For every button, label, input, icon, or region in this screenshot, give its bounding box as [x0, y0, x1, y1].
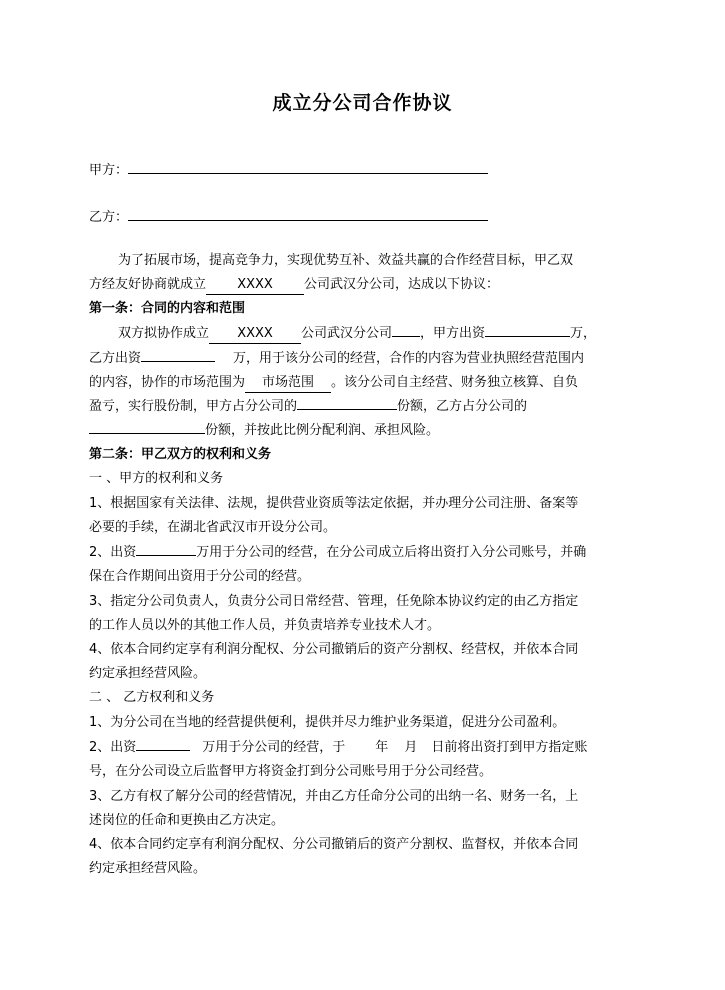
text: 。该分公司自主经营、财务独立核算、自负	[331, 375, 579, 390]
party-a-amount-blank[interactable]	[485, 336, 570, 337]
a1-line-1: 1、根据国家有关法律、法规，提供营业资质等法定依据，并办理分公司注册、备案等	[89, 496, 579, 511]
text: 份额，并按此比例分配利润、承担风险。	[205, 423, 440, 438]
article-2-heading: 第二条：甲乙双方的权利和义务	[89, 447, 272, 462]
text: 双方拟协作成立	[118, 326, 210, 341]
a2-line-2: 保在合作期间出资用于分公司的经营。	[89, 569, 311, 584]
party-b-blank[interactable]	[128, 204, 488, 221]
text: 公司武汉分公司	[301, 326, 393, 341]
party-a-blank[interactable]	[128, 157, 488, 174]
text: 日前将出资打到甲方指定账	[431, 740, 588, 755]
party-b-line	[89, 204, 488, 227]
b3-line-1: 3、乙方有权了解分公司的经营情况，并由乙方任命分公司的出纳一名、财务一名，上	[89, 789, 579, 804]
document-title: 成立分公司合作协议	[272, 92, 453, 114]
intro-line-2	[89, 276, 499, 295]
b4-line-1: 4、依本合同约定享有利润分配权、分公司撤销后的资产分割权、监督权，并依本合同	[89, 837, 579, 852]
art1-line-5	[89, 422, 439, 440]
text: 万，用于该分公司的经营，合作的内容为营业执照经营范围内	[233, 351, 585, 366]
section-party-a: 一 、甲方的权利和义务	[89, 471, 224, 486]
text: 2、出资	[89, 740, 137, 755]
party-a-label: 甲方：	[89, 163, 129, 178]
a1-line-2: 必要的手续，在湖北省武汉市开设分公司。	[89, 520, 337, 535]
party-b-amount-blank[interactable]	[141, 361, 215, 362]
text: 盈亏，实行股份制，甲方占分公司的	[89, 399, 298, 414]
art1-line-1	[118, 325, 596, 344]
text: 2、出资	[89, 545, 137, 560]
b1-line: 1、为分公司在当地的经营提供便利，提供并尽力维护业务渠道，促进分公司盈利。	[89, 715, 566, 730]
company-name-blank[interactable]: XXXX	[206, 276, 304, 295]
intro-line-1: 为了拓展市场，提高竞争力，实现优势互补、效益共赢的合作经营目标，甲乙双	[118, 253, 574, 268]
text: 月	[404, 740, 418, 755]
article-1-heading: 第一条：合同的内容和范围	[89, 301, 246, 316]
text: 万，	[570, 326, 597, 341]
party-b-capital-blank[interactable]	[136, 750, 190, 751]
section-party-b: 二 、 乙方权利和义务	[89, 690, 215, 705]
text: ，甲方出资	[420, 326, 486, 341]
art1-line-3	[89, 374, 578, 393]
a4-line-1: 4、依本合同约定享有利润分配权、分公司撤销后的资产分割权、经营权，并依本合同	[89, 642, 579, 657]
party-b-label: 乙方：	[89, 210, 129, 225]
b2-line-2: 号，在分公司设立后监督甲方将资金打到分公司账号用于分公司经营。	[89, 764, 493, 779]
party-b-share-blank[interactable]	[89, 433, 205, 434]
a4-line-2: 约定承担经营风险。	[89, 666, 207, 681]
blank[interactable]	[392, 336, 420, 337]
text: 年	[375, 740, 389, 755]
b3-line-2: 述岗位的任命和更换由乙方决定。	[89, 813, 285, 828]
intro-text: 方经友好协商就成立	[89, 277, 207, 292]
market-scope-blank[interactable]: 市场范围	[245, 374, 331, 393]
b2-line-1	[89, 739, 587, 757]
party-a-line	[89, 157, 488, 180]
art1-line-4	[89, 398, 527, 416]
text: 万用于分公司的经营，于	[202, 740, 346, 755]
party-a-share-blank[interactable]	[297, 409, 397, 410]
b4-line-2: 约定承担经营风险。	[89, 861, 207, 876]
a3-line-1: 3、指定分公司负责人，负责分公司日常经营、管理，任免除本协议约定的由乙方指定	[89, 594, 579, 609]
art1-line-2	[89, 350, 584, 368]
company-name-blank[interactable]: XXXX	[209, 325, 301, 344]
party-a-capital-blank[interactable]	[136, 555, 196, 556]
text: 份额，乙方占分公司的	[397, 399, 528, 414]
a3-line-2: 的工作人员以外的其他工作人员，并负责培养专业技术人才。	[89, 618, 441, 633]
text: 乙方出资	[89, 351, 142, 366]
text: 的内容，协作的市场范围为	[89, 375, 246, 390]
text: 万用于分公司的经营，在分公司成立后将出资打入分公司账号，并确	[196, 545, 587, 560]
a2-line-1	[89, 544, 586, 562]
intro-text: 公司武汉分公司，达成以下协议：	[304, 277, 500, 292]
